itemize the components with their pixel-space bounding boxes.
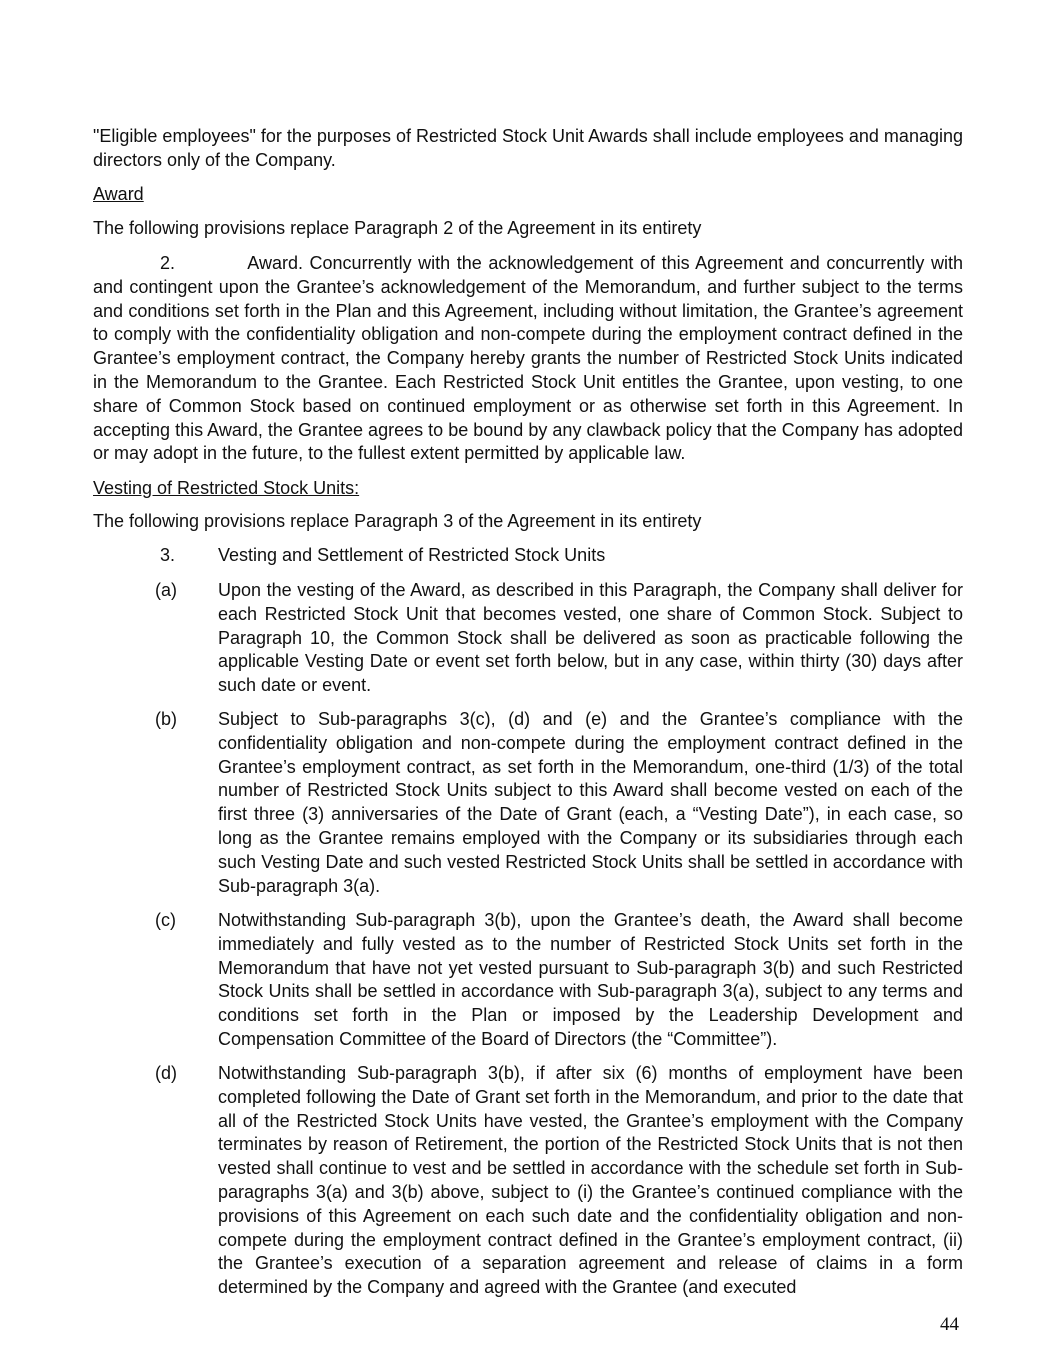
vesting-replace-note: The following provisions replace Paragraph 3 of the Agreement in its entirety (93, 511, 702, 531)
award-paragraph: 2. Award. Concurrently with the acknowledgement of this Agreement and concurrently with and contingent upon the Grantee’s acknowledgement of the Memorandum, and further subject to the terms and conditions set forth in the Plan and this Agreement, including without limitation, the Grantee’s agreement to comply with the confidentiality obligation and non-compete during the employment contract defined in the Grantee’s employment contract, the Company hereby grants the number of Restricted Stock Units indicated in the Memorandum to the Grantee. Each Restricted Stock Unit entitles the Grantee, upon vesting, to one share of Common Stock based on continued employment or as otherwise set forth in this Agreement. In accepting this Award, the Grantee agrees to be bound by any clawback policy that the Company has adopted or may adopt in the future, to the fullest extent permitted by applicable law. (93, 253, 963, 464)
item-c-text: Notwithstanding Sub-paragraph 3(b), upon the Grantee’s death, the Award shall become immediately and fully vested as to the number of Restricted Stock Units set forth in the Memorandum that have not yet vested pursuant to Sub-paragraph 3(b) and such Restricted Stock Units shall be settled in accordance with Sub-paragraph 3(a), subject to any terms and conditions set forth in the Plan or imposed by the Leadership Development and Compensation Committee of the Board of Directors (the “Committee”). (218, 910, 963, 1049)
vesting-heading: Vesting of Restricted Stock Units: (93, 478, 360, 498)
section-title: Vesting and Settlement of Restricted Stock Units (218, 545, 606, 565)
item-d-label: (d) (155, 1063, 177, 1083)
item-a-text: Upon the vesting of the Award, as described in this Paragraph, the Company shall deliver for each Restricted Stock Unit that becomes vested, one share of Common Stock. Subject to Paragraph 10, the Common Stock shall be delivered as soon as practicable following the applicable Vesting Date or event set forth below, but in any case, within thirty (30) days after such date or event. (218, 580, 963, 696)
item-b-label: (b) (155, 709, 177, 729)
page-number: 44 (940, 1314, 959, 1335)
item-c-label: (c) (155, 910, 176, 930)
section-number: 3. (160, 545, 176, 565)
eligible-employees-paragraph: "Eligible employees" for the purposes of Restricted Stock Unit Awards shall include employees and managing directors only of the Company. (93, 126, 963, 170)
award-replace-note: The following provisions replace Paragraph 2 of the Agreement in its entirety (93, 218, 702, 238)
item-a-label: (a) (155, 580, 177, 600)
item-d-text: Notwithstanding Sub-paragraph 3(b), if after six (6) months of employment have been completed following the Date of Grant set forth in the Memorandum, and prior to the date that all of the Restricted Stock Units have vested, the Grantee’s employment with the Company terminates by reason of Retirement, the portion of the Restricted Stock Units that is not then vested shall continue to vest and be settled in accordance with the schedule set forth in Sub-paragraphs 3(a) and 3(b) above, subject to (i) the Grantee’s continued compliance with the provisions of this Agreement on each such date and the confidentiality obligation and non-compete during the employment contract defined in the Grantee’s employment contract, (ii) the Grantee’s execution of a separation agreement and release of claims in a form determined by the Company and agreed with the Grantee (and executed (218, 1063, 963, 1298)
award-heading: Award (93, 184, 144, 204)
item-b-text: Subject to Sub-paragraphs 3(c), (d) and (e) and the Grantee’s compliance with the confidentiality obligation and non-compete during the employment contract defined in the Grantee’s employment contract, as set forth in the Memorandum, one-third (1/3) of the total number of Restricted Stock Units subject to this Award shall become vested on each of the first three (3) anniversaries of the Date of Grant (each, a “Vesting Date”), in each case, so long as the Grantee remains employed with the Company or its subsidiaries through each such Vesting Date and such vested Restricted Stock Units shall be settled in accordance with Sub-paragraph 3(a). (218, 709, 963, 896)
